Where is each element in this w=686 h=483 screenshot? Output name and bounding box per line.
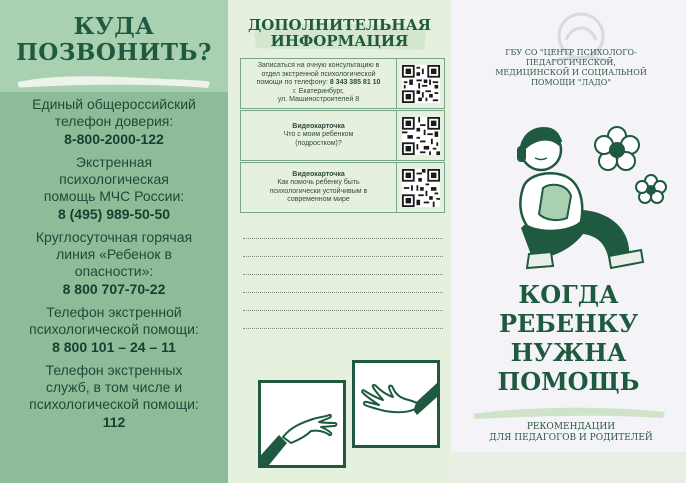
right-panel <box>451 0 686 483</box>
bottom-band <box>451 452 686 483</box>
hand-icon <box>355 363 437 445</box>
hand-card-right <box>352 360 440 448</box>
hotline-label: Телефон экстренных служб, в том числе и психологической помощи: <box>29 362 199 412</box>
qr-code-icon[interactable] <box>402 117 440 155</box>
info-box-consultation <box>240 58 445 109</box>
hotline-list <box>0 96 228 437</box>
qr-code-cell <box>396 163 444 212</box>
hotline-label: Экстренная психологическая помощь МЧС России: <box>43 154 185 204</box>
child-illustration <box>481 118 671 283</box>
qr-code-cell <box>396 111 444 160</box>
info-text: Видеокарточка Как помочь ребенку быть психологически устойчивым в современном мире <box>269 170 368 203</box>
info-box-video-card <box>240 110 445 161</box>
hand-card-left <box>258 380 346 468</box>
middle-title: ДОПОЛНИТЕЛЬНАЯ ИНФОРМАЦИЯ <box>247 16 432 50</box>
brush-stroke-decoration <box>14 70 214 92</box>
middle-panel <box>228 0 451 483</box>
write-in-line <box>243 238 443 239</box>
hotline-phone: 8-800-2000-122 <box>64 131 164 147</box>
hotline-phone: 112 <box>102 414 126 430</box>
info-text: Видеокарточка Что с моим ребенком (подростком)? <box>283 122 354 147</box>
write-in-line <box>243 256 443 257</box>
qr-code-icon[interactable] <box>402 169 440 207</box>
hotline-item <box>0 96 228 148</box>
brush-stroke-decoration <box>469 404 669 420</box>
info-text: Записаться на очную консультацию в отдел экстренной психологической помощи по телефону: 8 343 385 81 10 г. Екатеринбург, ул. Машиностроителей 8 <box>256 62 381 104</box>
write-in-line <box>243 292 443 293</box>
cover-title: КОГДА РЕБЕНКУ НУЖНА ПОМОЩЬ <box>497 280 640 396</box>
hotline-phone: 8 800 707-70-22 <box>62 281 166 297</box>
hotline-phone: 8 (495) 989-50-50 <box>57 206 171 222</box>
hand-icon <box>261 383 343 465</box>
hotline-label: Единый общероссийский телефон доверия: <box>32 96 196 129</box>
hotline-item <box>0 362 228 431</box>
info-box-video-card <box>240 162 445 213</box>
write-in-line <box>243 328 443 329</box>
left-panel <box>0 0 228 483</box>
hotline-item <box>0 304 228 356</box>
write-in-line <box>243 274 443 275</box>
hotline-item <box>0 154 228 223</box>
write-in-line <box>243 310 443 311</box>
hotline-label: Круглосуточная горячая линия «Ребенок в опасности»: <box>35 229 193 279</box>
hotline-phone: 8 800 101 – 24 – 11 <box>52 339 176 355</box>
left-title: КУДА ПОЗВОНИТЬ? <box>16 13 212 66</box>
hotline-label: Телефон экстренной психологической помощи: <box>29 304 199 337</box>
organization-name: ГБУ СО "ЦЕНТР ПСИХОЛОГО- ПЕДАГОГИЧЕСКОЙ, МЕДИЦИНСКОЙ И СОЦИАЛЬНОЙ ПОМОЩИ "ЛАДО" <box>495 48 647 87</box>
flower-icon <box>595 127 666 203</box>
qr-code-cell <box>396 59 444 108</box>
cover-subtitle: РЕКОМЕНДАЦИИ ДЛЯ ПЕДАГОГОВ И РОДИТЕЛЕЙ <box>489 422 653 443</box>
hotline-item <box>0 229 228 298</box>
qr-code-icon[interactable] <box>402 65 440 103</box>
